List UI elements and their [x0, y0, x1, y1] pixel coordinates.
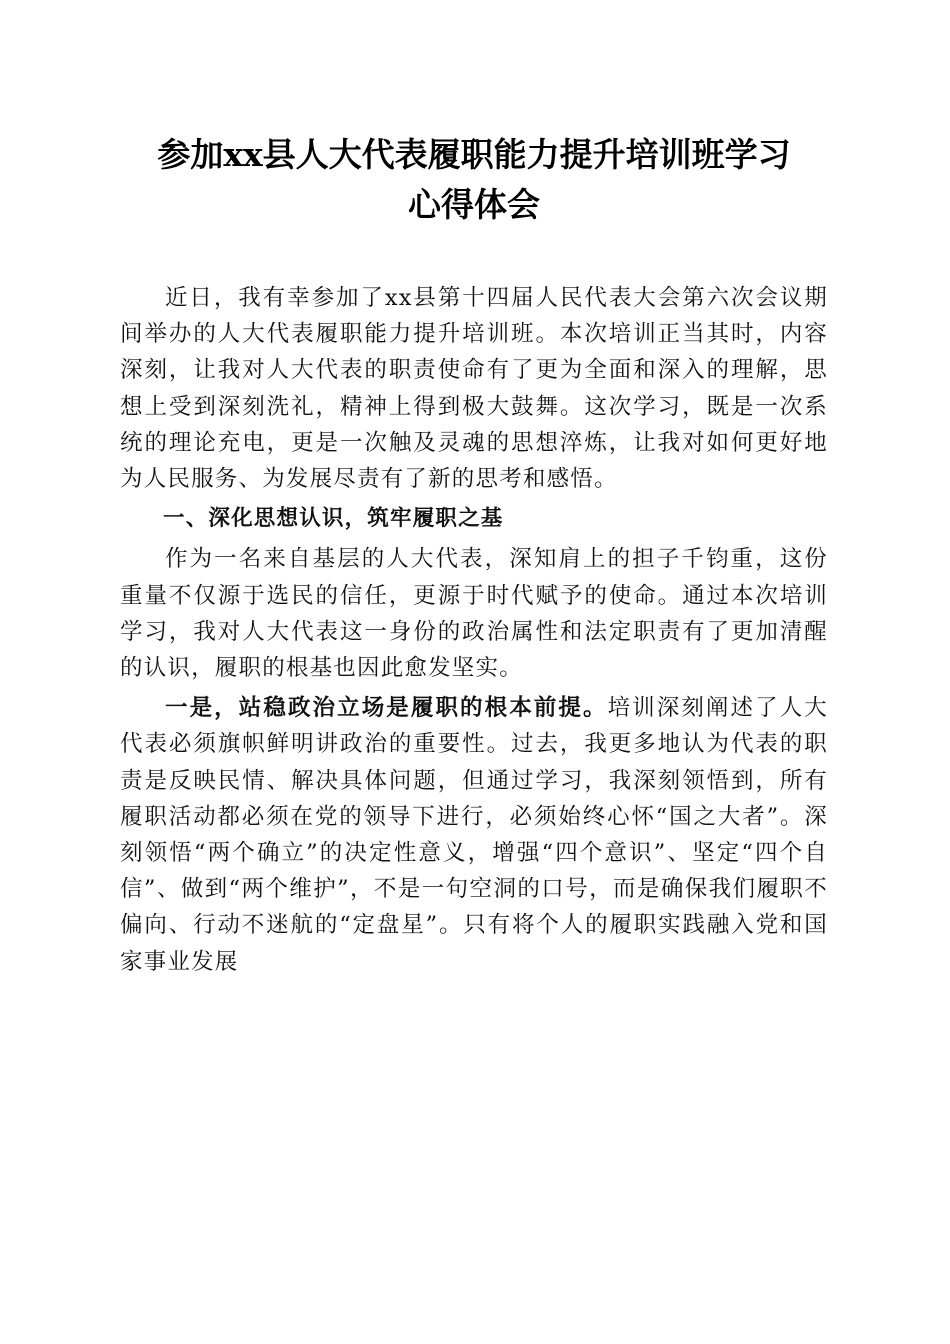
point-body: 培训深刻阐述了人大代表必须旗帜鲜明讲政治的重要性。过去，我更多地认为代表的职责是反映民情、解决具体问题，但通过学习，我深刻领悟到，所有履职活动都必须在党的领导下进行，必须始终心怀“国之大者”。深刻领悟“两个确立”的决定性意义，增强“四个意识”、坚定“四个自信”、做到“两个维护”，不是一句空洞的口号，而是确保我们履职不偏向、行动不迷航的“定盘星”。只有将个人的履职实践融入党和国家事业发展 — [120, 695, 828, 975]
section-heading: 一、深化思想认识，筑牢履职之基 — [163, 506, 504, 532]
title-line-2: 心得体会 — [408, 185, 540, 224]
point-lead: 一是，站稳政治立场是履职的根本前提。 — [165, 695, 608, 722]
document-title — [120, 130, 828, 230]
document-body — [120, 280, 828, 980]
section-paragraph-point-one — [120, 690, 828, 980]
document-page — [120, 130, 828, 980]
intro-paragraph: 近日，我有幸参加了xx县第十四届人民代表大会第六次会议期间举办的人大代表履职能力提升培训班。本次培训正当其时，内容深刻，让我对人大代表的职责使命有了更为全面和深入的理解，思想上受到深刻洗礼，精神上得到极大鼓舞。这次学习，既是一次系统的理论充电，更是一次触及灵魂的思想淬炼，让我对如何更好地为人民服务、为发展尽责有了新的思考和感悟。 — [120, 285, 828, 493]
title-line-1: 参加xx县人大代表履职能力提升培训班学习 — [157, 135, 791, 174]
section-paragraph: 作为一名来自基层的人大代表，深知肩上的担子千钧重，这份重量不仅源于选民的信任，更源于时代赋予的使命。通过本次培训学习，我对人大代表这一身份的政治属性和法定职责有了更加清醒的认识，履职的根基也因此愈发坚实。 — [120, 546, 828, 682]
